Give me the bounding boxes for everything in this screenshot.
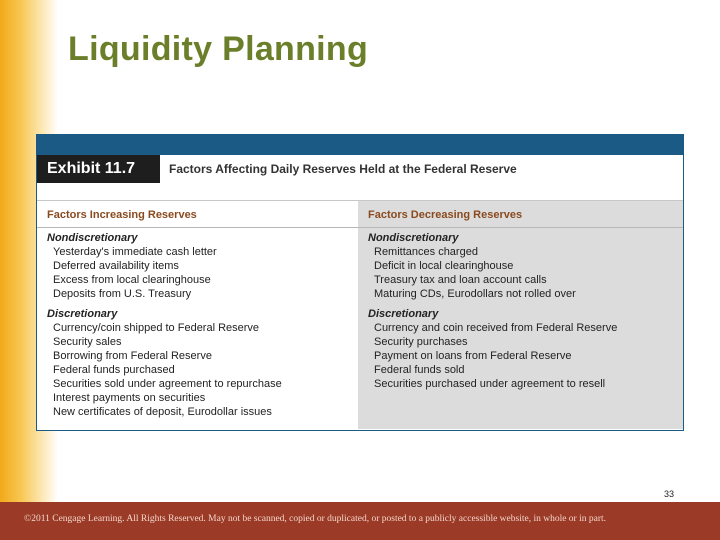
exhibit-label: Exhibit 11.7 [37,155,160,183]
list-item: Excess from local clearinghouse [53,274,211,286]
group-discretionary [368,307,617,391]
list-item: Federal funds sold [374,364,465,376]
footer-bar [0,502,720,540]
column-header: Factors Increasing Reserves [47,209,197,221]
exhibit-table [36,134,684,431]
list-item: Currency and coin received from Federal Reserve [374,322,618,334]
list-item: Yesterday's immediate cash letter [53,246,217,258]
exhibit-header [37,155,683,201]
list-item: Securities sold under agreement to repurchase [53,378,282,390]
list-item: Currency/coin shipped to Federal Reserve [53,322,260,334]
list-item: Borrowing from Federal Reserve [53,350,212,362]
list-item: Securities purchased under agreement to resell [374,378,606,390]
list-item: Remittances charged [374,246,478,258]
group-nondiscretionary [368,231,576,301]
list-item: Deferred availability items [53,260,179,272]
column-increasing-reserves [37,201,358,429]
slide-title: Liquidity Planning [68,30,369,68]
group-title: Discretionary [47,308,118,320]
page-number: 33 [664,489,675,499]
exhibit-title: Factors Affecting Daily Reserves Held at the Federal Reserve [169,162,517,176]
column-header: Factors Decreasing Reserves [368,209,523,221]
list-item: Security purchases [374,336,468,348]
group-title: Discretionary [368,308,439,320]
list-item: Deficit in local clearinghouse [374,260,514,272]
list-item: Treasury tax and loan account calls [374,274,547,286]
group-discretionary [47,307,282,419]
list-item: Interest payments on securities [53,392,206,404]
list-item: Security sales [53,336,122,348]
column-divider [358,227,683,228]
column-decreasing-reserves [358,201,683,429]
column-divider [37,227,358,228]
copyright-notice: ©2011 Cengage Learning. All Rights Reserved. May not be scanned, copied or duplicated, or posted to a publicly accessible website, in whole or in part. [24,514,606,524]
list-item: Deposits from U.S. Treasury [53,288,192,300]
group-title: Nondiscretionary [47,232,138,244]
list-item: Payment on loans from Federal Reserve [374,350,572,362]
list-item: New certificates of deposit, Eurodollar issues [53,406,272,418]
group-title: Nondiscretionary [368,232,459,244]
list-item: Federal funds purchased [53,364,175,376]
group-nondiscretionary [47,231,217,301]
exhibit-top-bar [37,135,683,155]
list-item: Maturing CDs, Eurodollars not rolled over [374,288,576,300]
